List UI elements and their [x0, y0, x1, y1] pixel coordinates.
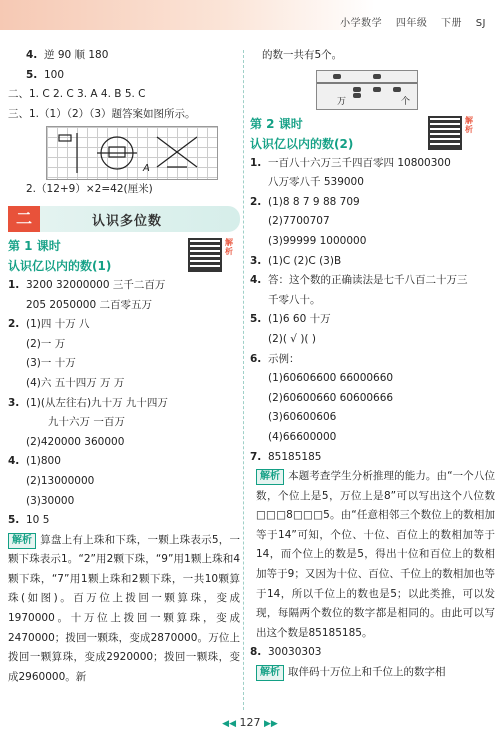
list-item: (4)66600000 [268, 430, 337, 443]
explanation-block [250, 467, 495, 643]
section-badge: 二 [8, 206, 40, 232]
lesson-title: 认识亿以内的数(1) [8, 258, 112, 273]
answer-line: 二、1. C 2. C 3. A 4. B 5. C [8, 88, 146, 101]
figure-label: A [143, 163, 150, 175]
prev-arrows-icon: ◀◀ [222, 719, 236, 729]
lesson-number: 第 2 课时 [250, 116, 303, 131]
list-item: 5. 10 5 [8, 514, 50, 527]
lesson-title: 认识亿以内的数(2) [250, 136, 354, 151]
answer-line: 5. 100 [26, 68, 65, 81]
abacus-label: 个 [401, 96, 411, 107]
list-item: 4. (1)800 [8, 455, 61, 468]
answer-list [8, 276, 240, 531]
list-item: (3)30000 [26, 494, 75, 507]
qr-code[interactable] [188, 237, 233, 272]
section-title: 认识多位数 [92, 213, 163, 229]
explanation-text: 取伴码十万位上和千位上的数字相 [288, 666, 446, 679]
abacus-figure [316, 70, 418, 110]
list-item: (2)7700707 [268, 215, 330, 228]
qr-code[interactable] [428, 115, 473, 150]
geometry-figure [46, 126, 218, 180]
explanation-text: 本题考查学生分析推理的能力。由“一个八位数，个位上是5，万位上是8”可以写出这个八位数□□□8□□□5。由“任意相邻三个数位上的数相加等于14”可知，个位、十位、百位上的数相加等于14，而个位上的数是5，得出十位和百位上的数相加等于9；又因为十位、百位、千位上的数相加也等于14，所以千位上的数也是5；以此类推，可以发现，每隔两个数位的数字都是相同的。由此可以写出这个数是85185185。 [256, 470, 495, 639]
list-item: (1)60606600 66000660 [268, 372, 394, 385]
page-footer [0, 716, 500, 729]
column-divider [243, 50, 244, 710]
list-item: 205 2050000 二百零五万 [26, 298, 152, 311]
list-item: (3)60600606 [268, 411, 337, 424]
qr-label: 解析 [225, 237, 233, 256]
right-column [250, 46, 495, 683]
next-arrows-icon: ▶▶ [264, 719, 278, 729]
list-item: 4. 答：这个数的正确读法是七千八百二十万三 [250, 274, 468, 287]
explanation-text: 算盘上有上珠和下珠，一颗上珠表示5，一颗下珠表示1。“2”用2颗下珠，“9”用1颗上珠和4颗下珠，“7”用1颗上珠和2颗下珠，一共10颗算珠(如图)。百万位上拨回一颗算珠，变成1970000。十万位上拨回一颗算珠，变成2470000；拨回一颗珠，变成2870000。万位上拨回一颗算珠，变成2920000；拨回一颗珠，变成2960000。新 [8, 533, 240, 683]
list-item: (2)13000000 [26, 474, 95, 487]
list-item: (3)99999 1000000 [268, 234, 367, 247]
page-header [330, 14, 486, 29]
list-item: 7. 85185185 [250, 450, 322, 463]
list-item: 八万零八千 539000 [268, 176, 364, 189]
list-item: (2)一 万 [26, 337, 66, 350]
page-number: 127 [239, 716, 261, 729]
left-column [8, 46, 240, 687]
list-item: (3)一 十万 [26, 357, 76, 370]
list-item: 3. (1)C (2)C (3)B [250, 254, 342, 267]
list-item: 1. 一百八十六万三千四百零四 10800300 [250, 156, 451, 169]
list-item: 2. (1)8 8 7 9 88 709 [250, 195, 360, 208]
answer-list [250, 154, 495, 468]
list-item: 5. (1)6 60 十万 [250, 313, 331, 326]
answer-line: 4. 逆 90 顺 180 [26, 49, 109, 61]
abacus-label: 万 [337, 96, 347, 107]
list-item: 6. 示例： [250, 352, 300, 365]
jiexi-tag: 解析 [8, 533, 36, 549]
list-item: (4)六 五十四万 万 万 [26, 376, 125, 389]
list-item: 2. (1)四 十万 八 [8, 318, 90, 331]
header-subject: 小学数学 [340, 18, 383, 29]
qr-code-icon [188, 238, 222, 272]
qr-label: 解析 [465, 115, 473, 134]
header-edition: SJ [475, 18, 486, 29]
geometry-drawing [47, 127, 217, 179]
list-item: (2)60600660 60600666 [268, 391, 394, 404]
lesson-number: 第 1 课时 [8, 238, 61, 253]
list-item: 8. 30030303 [250, 646, 322, 659]
answer-line: 三、1.（1）（2）（3）题答案如图所示。 [8, 107, 196, 120]
list-item: (2)420000 360000 [26, 435, 125, 448]
list-item: 千零八十。 [268, 293, 321, 306]
explanation-block [250, 663, 495, 683]
jiexi-tag: 解析 [256, 469, 284, 485]
explanation-block [8, 531, 240, 688]
list-item: 1. 3200 32000000 三千二百万 [8, 278, 166, 291]
list-item: 九十六万 一百万 [48, 416, 125, 429]
list-item: (2)( √ )( ) [268, 332, 316, 345]
header-grade: 四年级 [395, 18, 428, 29]
header-term: 下册 [441, 18, 463, 29]
answer-line: 2.（12+9）×2=42(厘米) [26, 183, 153, 196]
section-heading [8, 206, 240, 232]
qr-code-icon [428, 116, 462, 150]
answer-line: 的数一共有5个。 [262, 49, 343, 61]
list-item: 3. (1)(从左往右)九十万 九十四万 [8, 396, 168, 409]
jiexi-tag: 解析 [256, 665, 284, 681]
